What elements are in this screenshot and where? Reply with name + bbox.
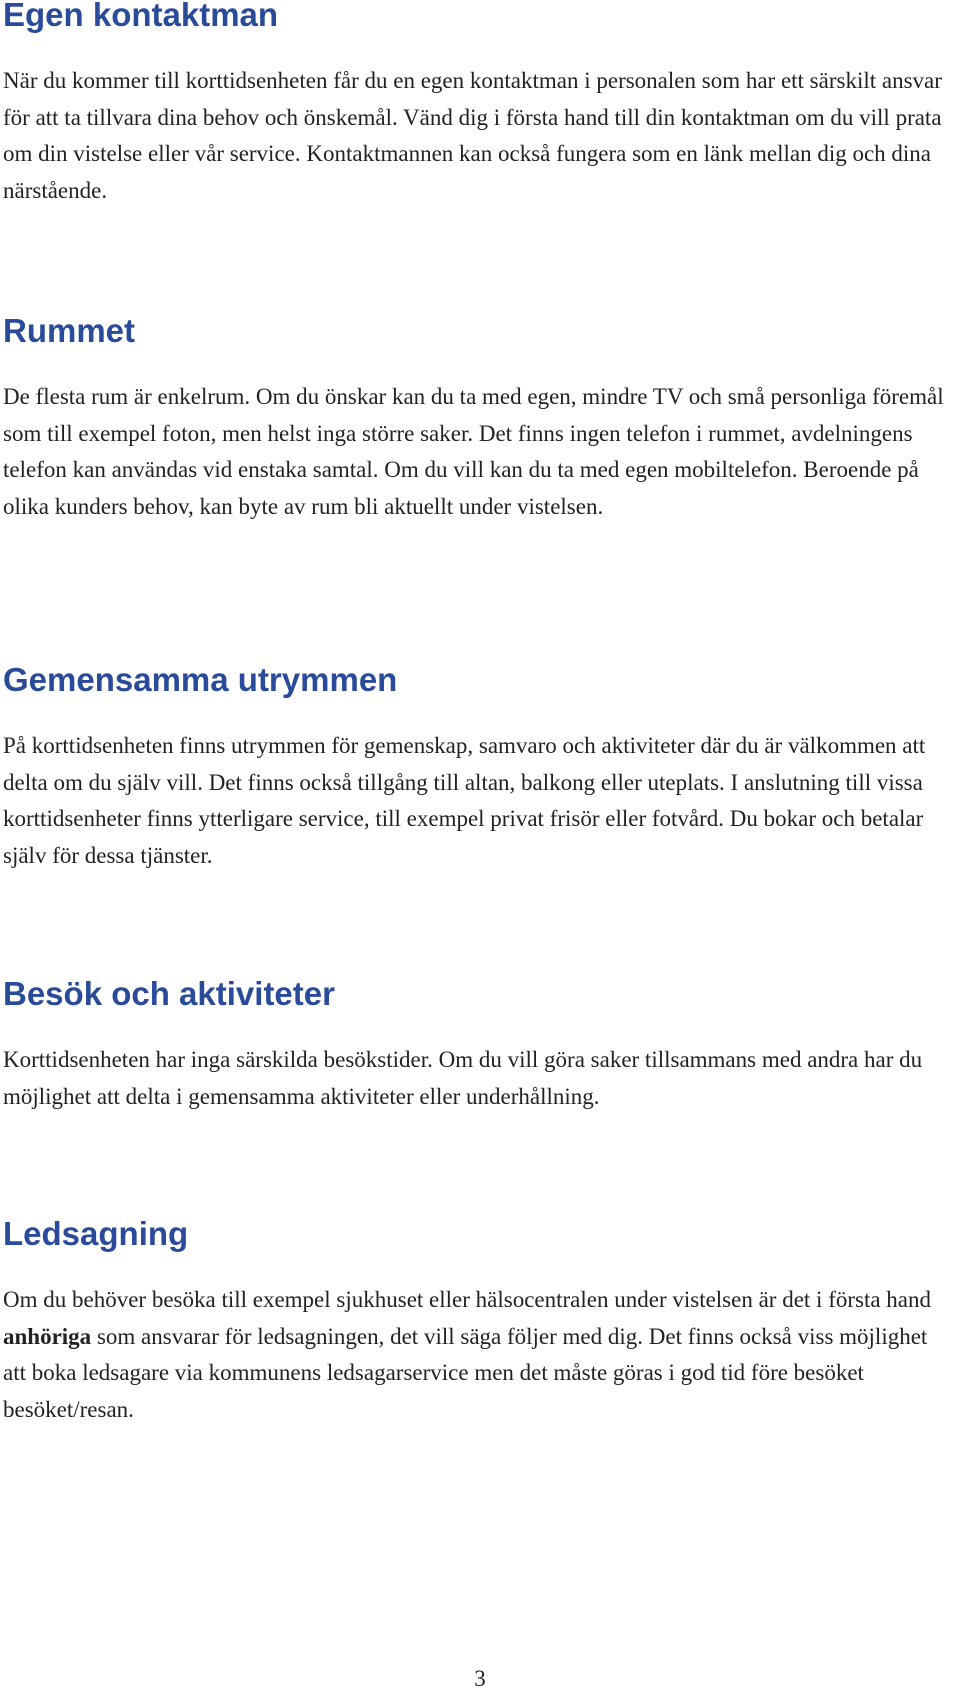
emphasized-word: anhöriga bbox=[3, 1323, 92, 1349]
section-ledsagning bbox=[3, 1214, 953, 1428]
section-gemensamma-utrymmen bbox=[3, 660, 953, 874]
section-heading: Gemensamma utrymmen bbox=[3, 661, 398, 698]
section-heading: Ledsagning bbox=[3, 1215, 189, 1252]
section-egen-kontaktman bbox=[3, 0, 953, 209]
section-paragraph: På korttidsenheten finns utrymmen för gemenskap, samvaro och aktiviteter där du är välkommen att delta om du själv vill. Det finns också tillgång till altan, balkong eller uteplats. I anslutning till vissa korttidsenheter finns ytterligare service, till exempel privat frisör eller fotvård. Du bokar och betalar själv för dessa tjänster. bbox=[3, 733, 926, 868]
paragraph-text-start: Om du behöver besöka till exempel sjukhuset eller hälsocentralen under vistelsen är det i första hand bbox=[3, 1287, 932, 1312]
page-number: 3 bbox=[474, 1666, 486, 1691]
section-heading: Besök och aktiviteter bbox=[3, 975, 335, 1012]
section-paragraph: Korttidsenheten har inga särskilda besökstider. Om du vill göra saker tillsammans med andra har du möjlighet att delta i gemensamma aktiviteter eller underhållning. bbox=[3, 1047, 923, 1109]
section-rummet bbox=[3, 311, 953, 525]
section-heading: Egen kontaktman bbox=[3, 0, 279, 33]
paragraph-text-end: som ansvarar för ledsagningen, det vill säga följer med dig. Det finns också viss möjlighet att boka ledsagare via kommunens ledsagarservice men det måste göras i god tid före besöket besöket/resan. bbox=[3, 1323, 928, 1422]
section-paragraph bbox=[3, 1282, 953, 1428]
section-paragraph: När du kommer till korttidsenheten får du en egen kontaktman i personalen som har ett särskilt ansvar för att ta tillvara dina behov och önskemål. Vänd dig i första hand till din kontaktman om du vill prata om din vistelse eller vår service. Kontaktmannen kan också fungera som en länk mellan dig och dina närstående. bbox=[3, 68, 942, 203]
section-paragraph: De flesta rum är enkelrum. Om du önskar kan du ta med egen, mindre TV och små personliga föremål som till exempel foton, men helst inga större saker. Det finns ingen telefon i rummet, avdelningens telefon kan användas vid enstaka samtal. Om du vill kan du ta med egen mobiltelefon. Beroende på olika kunders behov, kan byte av rum bli aktuellt under vistelsen. bbox=[3, 384, 944, 519]
section-heading: Rummet bbox=[3, 312, 136, 349]
section-besok-och-aktiviteter bbox=[3, 974, 953, 1115]
